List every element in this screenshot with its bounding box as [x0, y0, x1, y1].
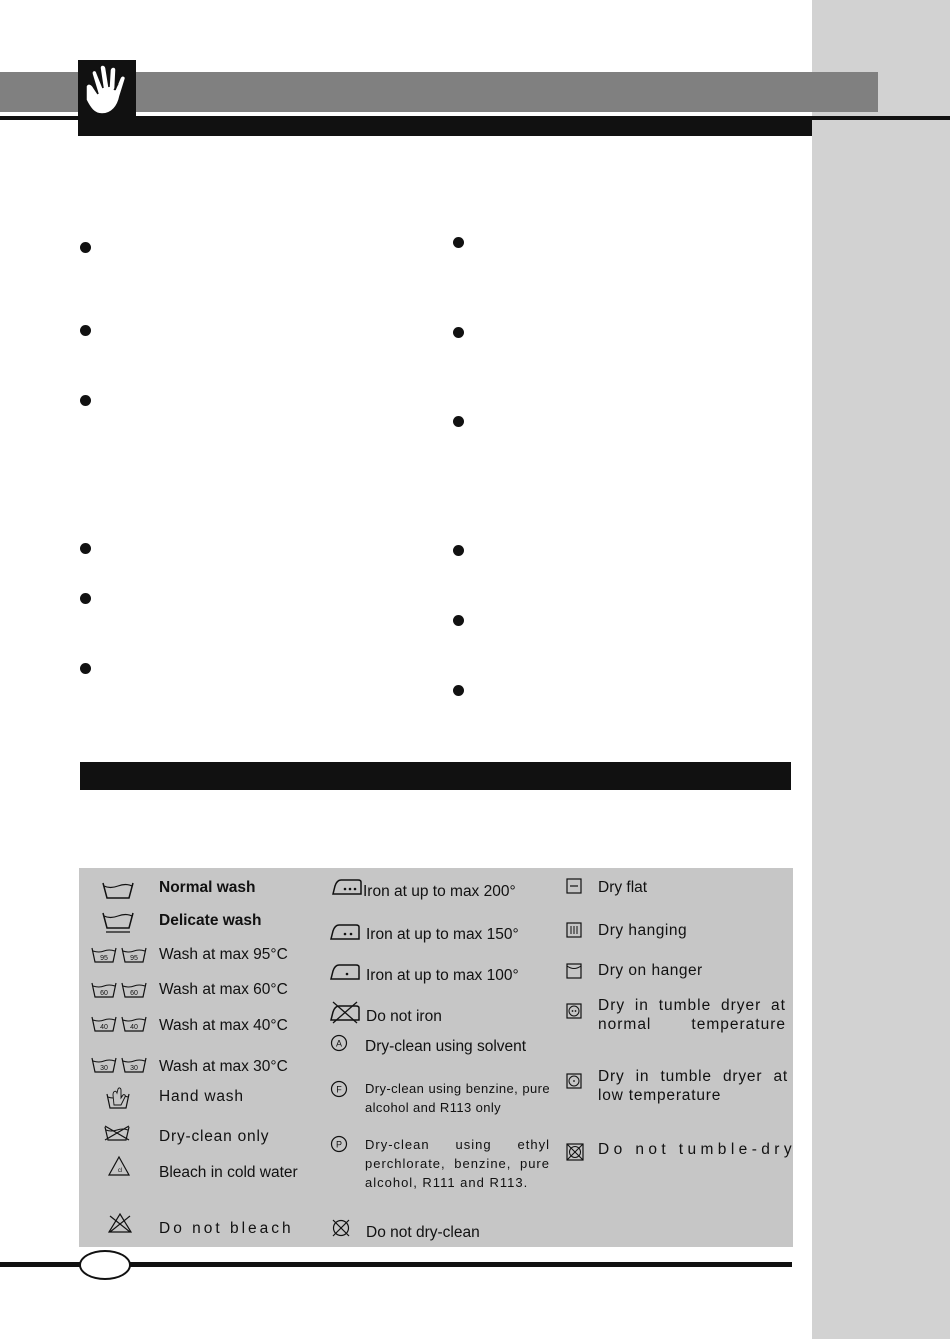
tumble-low-icon [566, 1073, 582, 1089]
circle-letter: P [335, 1139, 343, 1150]
delicate-wash-label: Delicate wash [159, 912, 262, 929]
wash-95-icon [91, 946, 147, 964]
do-not-dryclean-label: Do not dry-clean [366, 1224, 480, 1241]
wash-40-label: Wash at max 40°C [159, 1017, 288, 1034]
bullet [453, 237, 464, 248]
bleach-letter: cl [117, 1168, 123, 1174]
care-symbols-panel [79, 868, 796, 1247]
do-not-bleach-label: Do not bleach [159, 1220, 294, 1237]
dryclean-benzine-label: Dry-clean using benzine, pure alcohol and R113 only [365, 1081, 550, 1115]
dry-hanging-label: Dry hanging [598, 922, 688, 939]
dry-hanger-icon [566, 963, 582, 979]
dry-flat-icon [566, 878, 582, 894]
iron-200-label: Iron at up to max 200° [363, 883, 516, 900]
tumble-normal-icon [566, 1003, 582, 1019]
bleach-cold-label: Bleach in cold water [159, 1164, 298, 1181]
dry-clean-only-label: Dry-clean only [159, 1128, 270, 1145]
wash-60-label: Wash at max 60°C [159, 981, 288, 998]
wash-30-label: Wash at max 30°C [159, 1058, 288, 1075]
tub-number: 30 [130, 1065, 138, 1072]
bullet [80, 543, 91, 554]
iron-200-icon [331, 878, 363, 896]
circle-letter: A [335, 1038, 343, 1049]
delicate-wash-icon [101, 910, 135, 934]
tumble-normal-label: Dry in tumble dryer at normal temperature [598, 997, 786, 1033]
hand-wash-label: Hand wash [159, 1088, 244, 1105]
tub-number: 95 [100, 955, 108, 962]
tub-number: 60 [130, 990, 138, 997]
bleach-cold-icon [107, 1155, 131, 1177]
normal-wash-label: Normal wash [159, 879, 256, 896]
iron-150-icon [329, 923, 361, 941]
dry-clean-only-icon [103, 1124, 131, 1142]
dryclean-ethyl-label: Dry-clean using ethyl perchlorate, benzine, pure alcohol, R111 and R113. [365, 1137, 550, 1190]
normal-wash-icon [101, 880, 135, 900]
dry-hanger-label: Dry on hanger [598, 962, 703, 979]
bullet [80, 325, 91, 336]
hand-icon [78, 60, 136, 118]
wash-30-icon [91, 1056, 147, 1074]
bullet [80, 593, 91, 604]
bullet [80, 663, 91, 674]
tub-number: 40 [100, 1024, 108, 1031]
wash-40-icon [91, 1015, 147, 1033]
bullet [453, 685, 464, 696]
tub-number: 60 [100, 990, 108, 997]
dryclean-solvent-icon [330, 1034, 348, 1052]
tub-number: 40 [130, 1024, 138, 1031]
tub-number: 95 [130, 955, 138, 962]
iron-150-label: Iron at up to max 150° [366, 926, 519, 943]
bullet [80, 395, 91, 406]
dryclean-ethyl-icon [330, 1135, 348, 1153]
bullet [453, 327, 464, 338]
do-not-iron-icon [329, 1000, 361, 1024]
bullet [453, 416, 464, 427]
do-not-dryclean-icon [331, 1218, 351, 1238]
bullet [453, 545, 464, 556]
tub-number: 30 [100, 1065, 108, 1072]
iron-100-icon [329, 963, 361, 981]
bullet [80, 242, 91, 253]
hand-wash-icon [105, 1086, 131, 1110]
page-number-oval [79, 1250, 131, 1280]
section-heading-bar [80, 762, 791, 790]
dryclean-benzine-icon [330, 1080, 348, 1098]
dryclean-solvent-label: Dry-clean using solvent [365, 1038, 527, 1055]
bullet [453, 615, 464, 626]
iron-100-label: Iron at up to max 100° [366, 967, 519, 984]
do-not-bleach-icon [107, 1212, 133, 1234]
wash-60-icon [91, 981, 147, 999]
no-tumble-icon [566, 1143, 584, 1161]
tumble-low-label: Dry in tumble dryer at low temperature [598, 1068, 788, 1104]
dry-hanging-icon [566, 922, 582, 938]
circle-letter: F [336, 1084, 342, 1095]
right-margin-strip [812, 0, 950, 1339]
dry-flat-label: Dry flat [598, 879, 648, 896]
do-not-iron-label: Do not iron [366, 1008, 442, 1025]
header-black-bar [78, 120, 812, 136]
wash-95-label: Wash at max 95°C [159, 946, 288, 963]
no-tumble-label: Do not tumble-dry [598, 1141, 796, 1158]
